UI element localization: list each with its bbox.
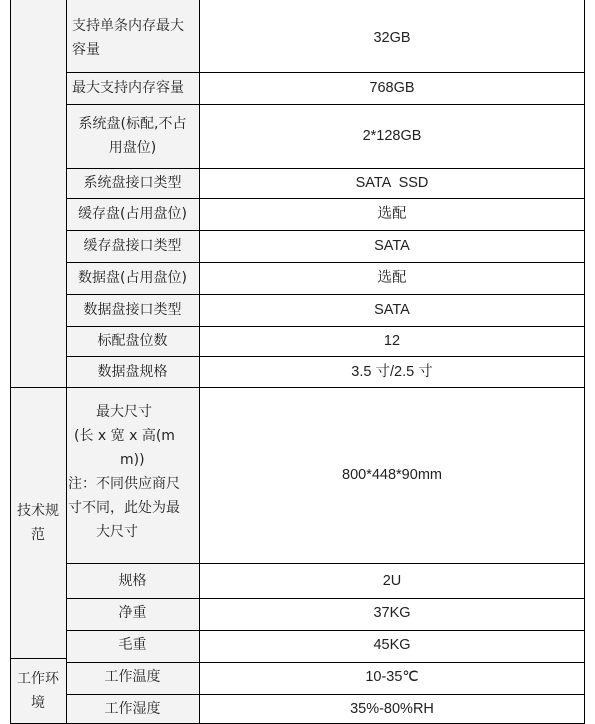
row-label: 缓存盘(占用盘位) bbox=[78, 206, 187, 222]
row-label: 数据盘规格 bbox=[97, 363, 168, 380]
group-cell-tech-spec bbox=[10, 387, 66, 658]
row-value: SATA bbox=[374, 302, 410, 318]
row-value: 选配 bbox=[377, 206, 407, 222]
row-value: 768GB bbox=[369, 80, 415, 96]
row-value: 2*128GB bbox=[362, 128, 422, 144]
border-line bbox=[66, 563, 585, 564]
size-note bbox=[68, 390, 198, 560]
row-label: 毛重 bbox=[118, 637, 147, 653]
row-label: 规格 bbox=[118, 573, 147, 589]
row-value: 选配 bbox=[377, 270, 407, 286]
group-cell-upper bbox=[10, 0, 66, 387]
size-note-line: m)) bbox=[120, 452, 145, 468]
row-value: 45KG bbox=[373, 637, 411, 653]
border-line bbox=[584, 0, 585, 724]
size-note-line: 寸不同，此处为最 bbox=[68, 500, 180, 516]
border-line bbox=[10, 658, 66, 659]
row-label: 支持单条内存最大 容量 bbox=[72, 18, 184, 58]
row-value: 37KG bbox=[373, 605, 411, 621]
size-value: 800*448*90mm bbox=[342, 467, 442, 483]
size-note-line: 最大尺寸 bbox=[96, 404, 152, 420]
row-label: 数据盘接口类型 bbox=[83, 302, 182, 318]
row-value: 10-35℃ bbox=[365, 669, 419, 685]
row-value: 2U bbox=[382, 573, 402, 589]
row-value: SATA SSD bbox=[355, 175, 429, 191]
row-label: 系统盘接口类型 bbox=[83, 175, 182, 191]
row-label: 标配盘位数 bbox=[97, 333, 168, 349]
row-label: 缓存盘接口类型 bbox=[83, 238, 182, 254]
group-label-work-env: 工作环 境 bbox=[17, 671, 59, 711]
row-value: 3.5 寸/2.5 寸 bbox=[351, 363, 433, 380]
size-note-line: (长 x 宽 x 高(m bbox=[74, 428, 175, 444]
border-line bbox=[10, 0, 11, 724]
row-value: 12 bbox=[383, 333, 401, 349]
group-label-tech-spec: 技术规 范 bbox=[17, 502, 59, 543]
row-label: 数据盘(占用盘位) bbox=[78, 270, 187, 286]
row-value: SATA bbox=[374, 238, 410, 254]
border-line bbox=[10, 387, 585, 388]
row-label: 系统盘(标配,不占 用盘位) bbox=[78, 116, 187, 156]
row-label: 净重 bbox=[118, 605, 147, 621]
size-note-line: 大尺寸 bbox=[96, 524, 138, 540]
size-note-line: 注：不同供应商尺 bbox=[68, 476, 180, 492]
row-label: 工作温度 bbox=[104, 669, 161, 685]
group-cell-work-env bbox=[10, 658, 66, 724]
border-line bbox=[199, 0, 200, 724]
row-value: 35%-80%RH bbox=[350, 701, 434, 717]
spec-table bbox=[10, 0, 585, 724]
row-value: 32GB bbox=[373, 30, 411, 46]
row-label: 最大支持内存容量 bbox=[72, 80, 184, 96]
row-label: 工作湿度 bbox=[104, 701, 161, 717]
